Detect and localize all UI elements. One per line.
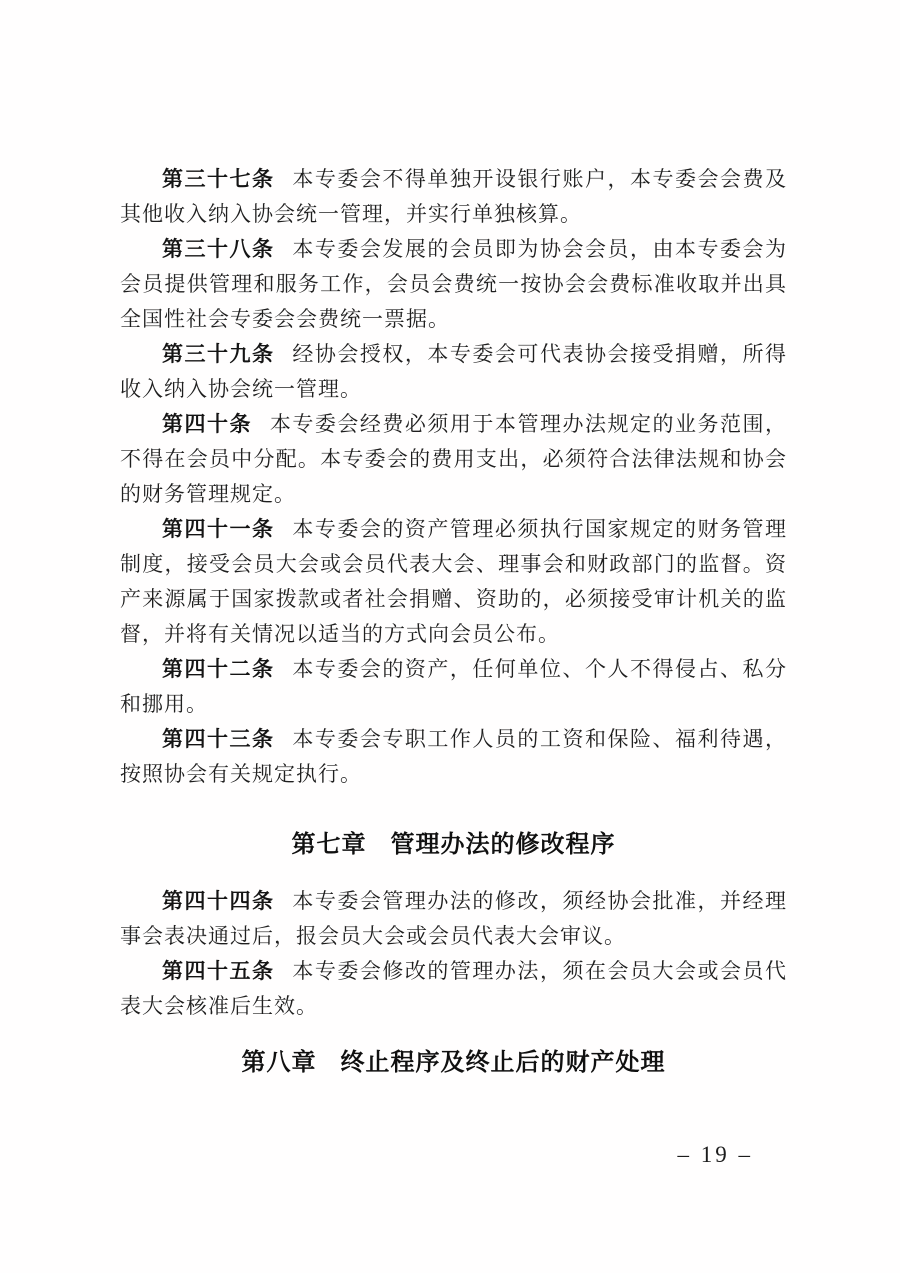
article-43-number: 第四十三条 <box>162 727 275 751</box>
article-40 <box>120 407 787 512</box>
chapter-8-label: 第八章 <box>241 1049 317 1076</box>
article-43 <box>120 722 787 792</box>
article-37 <box>120 162 787 232</box>
page-number: – 19 – <box>677 1142 753 1167</box>
article-37-text: 本专委会不得单独开设银行账户，本专委会会费及其他收入纳入协会统一管理，并实行单独核算。 <box>120 167 787 226</box>
article-45-text: 本专委会修改的管理办法，须在会员大会或会员代表大会核准后生效。 <box>120 959 787 1018</box>
article-42-number: 第四十二条 <box>162 657 275 681</box>
chapter-7-heading <box>120 828 787 862</box>
article-41 <box>120 512 787 652</box>
chapter-8-title: 终止程序及终止后的财产处理 <box>340 1049 666 1076</box>
chapter-7-label: 第七章 <box>291 831 367 858</box>
article-42 <box>120 652 787 722</box>
article-39-number: 第三十九条 <box>162 342 275 366</box>
article-44 <box>120 884 787 954</box>
article-41-number: 第四十一条 <box>162 517 275 541</box>
article-45-number: 第四十五条 <box>162 959 275 983</box>
article-44-number: 第四十四条 <box>162 889 275 913</box>
chapter-7-title: 管理办法的修改程序 <box>390 831 616 858</box>
article-43-text: 本专委会专职工作人员的工资和保险、福利待遇，按照协会有关规定执行。 <box>120 727 787 786</box>
article-37-number: 第三十七条 <box>162 167 275 191</box>
document-content <box>120 162 787 1080</box>
article-40-text: 本专委会经费必须用于本管理办法规定的业务范围，不得在会员中分配。本专委会的费用支出，必须符合法律法规和协会的财务管理规定。 <box>120 412 788 506</box>
article-41-text: 本专委会的资产管理必须执行国家规定的财务管理制度，接受会员大会或会员代表大会、理事会和财政部门的监督。资产来源属于国家拨款或者社会捐赠、资助的，必须接受审计机关的监督，并将有关情况以适当的方式向会员公布。 <box>120 517 787 646</box>
chapter-8-heading <box>120 1046 787 1080</box>
article-45 <box>120 954 787 1024</box>
article-38-text: 本专委会发展的会员即为协会会员，由本专委会为会员提供管理和服务工作，会员会费统一按协会会费标准收取并出具全国性社会专委会会费统一票据。 <box>120 237 787 331</box>
article-39 <box>120 337 787 407</box>
article-39-text: 经协会授权，本专委会可代表协会接受捐赠，所得收入纳入协会统一管理。 <box>120 342 787 401</box>
article-38 <box>120 232 787 337</box>
article-44-text: 本专委会管理办法的修改，须经协会批准，并经理事会表决通过后，报会员大会或会员代表大会审议。 <box>120 889 787 948</box>
article-42-text: 本专委会的资产，任何单位、个人不得侵占、私分和挪用。 <box>120 657 787 716</box>
article-40-number: 第四十条 <box>162 412 253 436</box>
article-38-number: 第三十八条 <box>162 237 275 261</box>
